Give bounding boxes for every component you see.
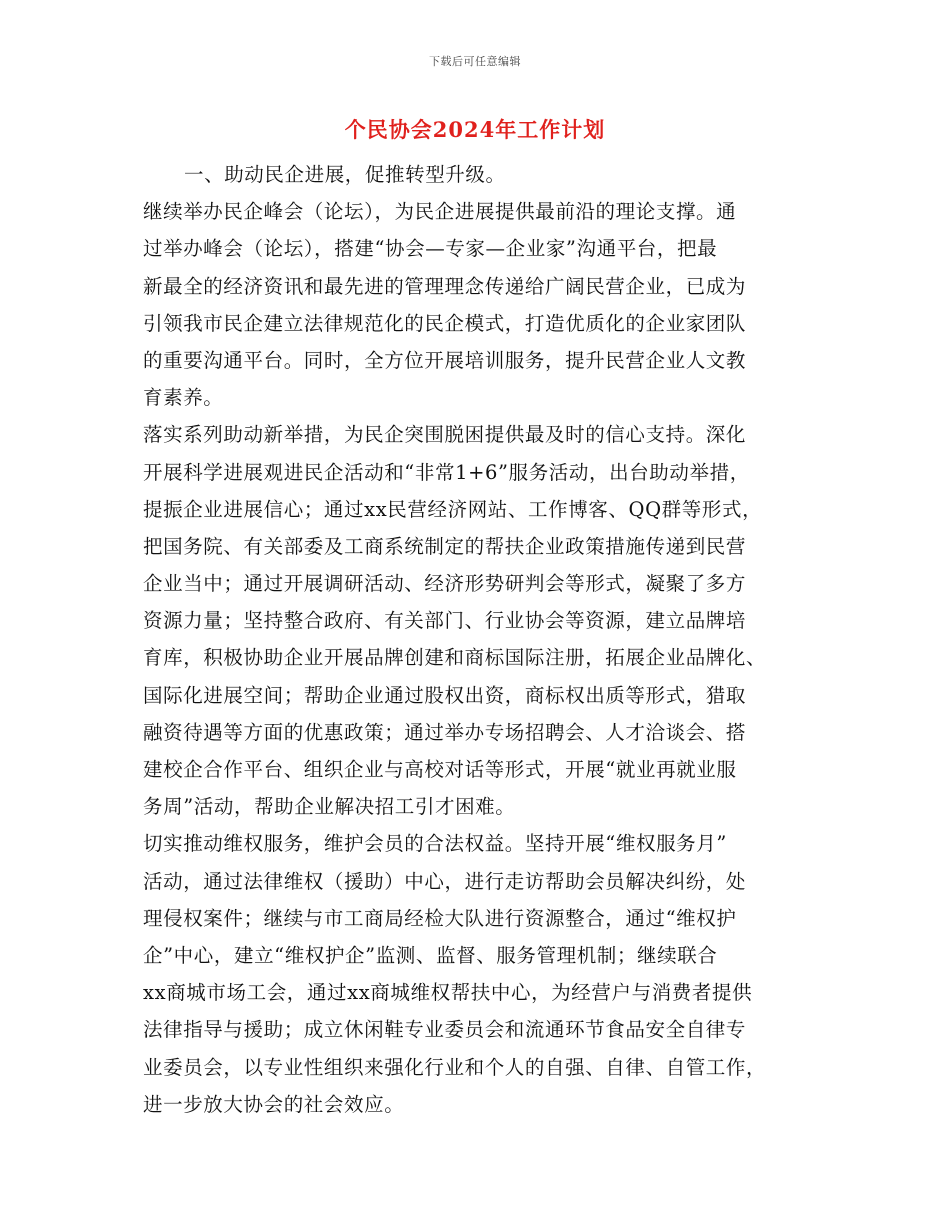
paragraph-line: 开展科学进展观进民企活动和“非常1+6”服务活动，出台助动举措， bbox=[143, 460, 750, 484]
paragraph-line: 切实推动维权服务，维护会员的合法权益。坚持开展“维权服务月” bbox=[143, 832, 727, 856]
document-title: 个民协会2024年工作计划 bbox=[344, 117, 606, 142]
document-body bbox=[143, 156, 813, 1123]
paragraph-line: 育库，积极协助企业开展品牌创建和商标国际注册，拓展企业品牌化、 bbox=[143, 646, 767, 670]
paragraph-line: 落实系列助动新举措，为民企突围脱困提供最及时的信心支持。深化 bbox=[143, 423, 747, 447]
paragraph-line: 建校企合作平台、组织企业与高校对话等形式，开展“就业再就业服 bbox=[143, 758, 737, 781]
section-heading: 一、助动民企进展，促推转型升级。 bbox=[184, 163, 506, 186]
paragraph-line: 业委员会，以专业性组织来强化行业和个人的自强、自律、自管工作， bbox=[143, 1055, 767, 1079]
paragraph-line: 企”中心，建立“维权护企”监测、监督、服务管理机制；继续联合 bbox=[143, 943, 718, 967]
paragraph-line: 理侵权案件；继续与市工商局经检大队进行资源整合，通过“维权护 bbox=[143, 906, 737, 930]
paragraph-line: 过举办峰会（论坛），搭建“协会—专家—企业家”沟通平台，把最 bbox=[143, 237, 718, 261]
paragraph-line: 引领我市民企建立法律规范化的民企模式，打造优质化的企业家团队 bbox=[143, 311, 747, 335]
paragraph-line: 把国务院、有关部委及工商系统制定的帮扶企业政策措施传递到民营 bbox=[143, 534, 747, 558]
header-note: 下载后可任意编辑 bbox=[429, 55, 521, 68]
paragraph-line: 提振企业进展信心；通过xx民营经济网站、工作博客、QQ群等形式， bbox=[143, 497, 763, 521]
paragraph-line: 活动，通过法律维权（援助）中心，进行走访帮助会员解决纠纷，处 bbox=[143, 869, 747, 893]
paragraph-line: 融资待遇等方面的优惠政策；通过举办专场招聘会、人才洽谈会、搭 bbox=[143, 720, 747, 744]
paragraph-line: 继续举办民企峰会（论坛），为民企进展提供最前沿的理论支撑。通 bbox=[143, 200, 737, 224]
paragraph-line: 进一步放大协会的社会效应。 bbox=[143, 1092, 405, 1116]
paragraph-line: 务周”活动，帮助企业解决招工引才困难。 bbox=[143, 795, 516, 819]
paragraph-line: 育素养。 bbox=[143, 386, 224, 410]
paragraph-line: 国际化进展空间；帮助企业通过股权出资，商标权出质等形式，猎取 bbox=[143, 683, 747, 707]
paragraph-line: 新最全的经济资讯和最先进的管理理念传递给广阔民营企业，已成为 bbox=[143, 274, 747, 298]
paragraph-line: 法律指导与援助；成立休闲鞋专业委员会和流通环节食品安全自律专 bbox=[143, 1018, 747, 1042]
paragraph-line: 资源力量；坚持整合政府、有关部门、行业协会等资源，建立品牌培 bbox=[143, 609, 747, 633]
paragraph-line: 企业当中；通过开展调研活动、经济形势研判会等形式，凝聚了多方 bbox=[143, 572, 747, 596]
paragraph-line: 的重要沟通平台。同时，全方位开展培训服务，提升民营企业人文教 bbox=[143, 348, 747, 372]
paragraph-line: xx商城市场工会，通过xx商城维权帮扶中心，为经营户与消费者提供 bbox=[143, 981, 753, 1005]
